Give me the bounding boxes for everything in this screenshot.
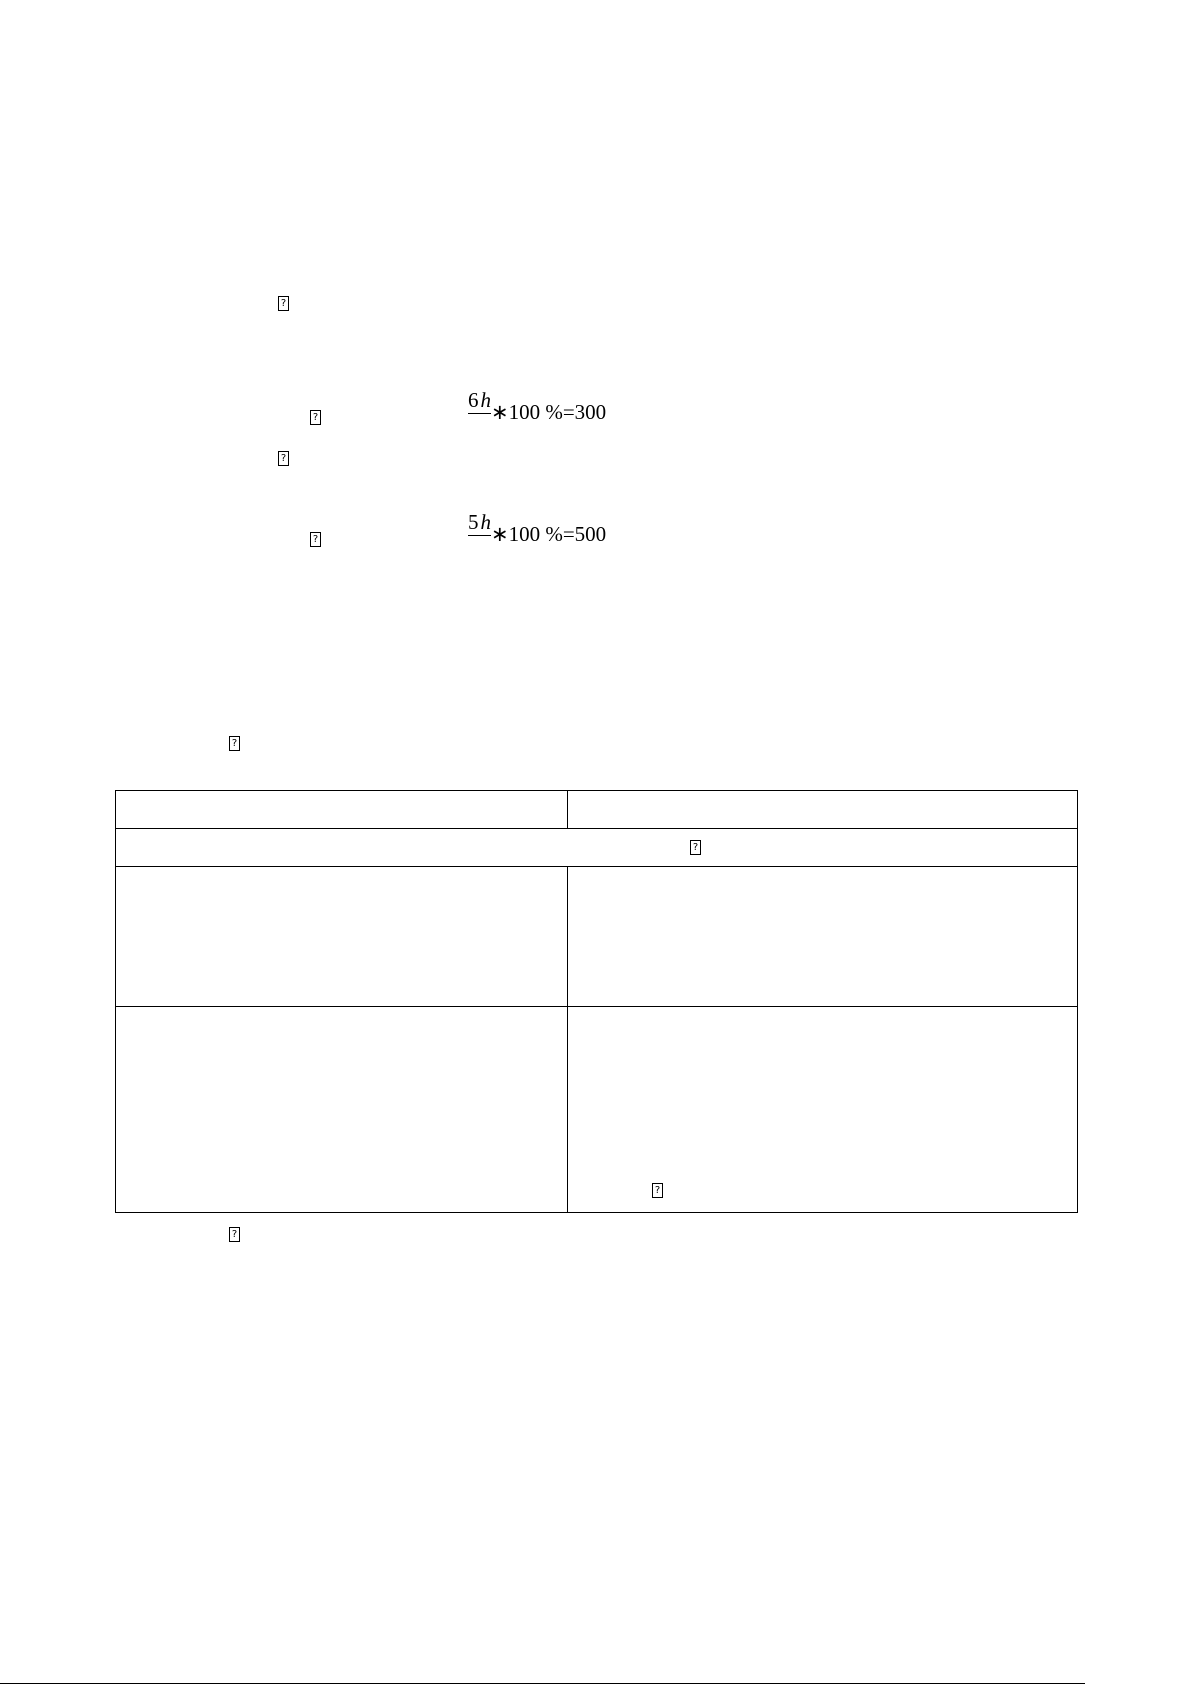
missing-glyph-1: ? <box>278 292 289 311</box>
missing-glyph-2: ? <box>310 406 321 425</box>
missing-glyph-3: ? <box>278 447 289 466</box>
table-cell <box>116 1007 568 1213</box>
table-row <box>116 829 1078 867</box>
formula-1-rest: ∗100 %=300 <box>491 400 607 424</box>
table-cell <box>568 1007 1078 1213</box>
formula-2-rest: ∗100 %=500 <box>491 522 607 546</box>
formula-2 <box>468 510 606 547</box>
missing-glyph-5: ? <box>229 732 240 751</box>
table-cell <box>116 867 568 1007</box>
formula-1 <box>468 388 606 425</box>
table-cell <box>568 867 1078 1007</box>
missing-glyph-4: ? <box>310 528 321 547</box>
table-merged-cell <box>116 829 1078 867</box>
table-cell <box>568 791 1078 829</box>
table-row <box>116 791 1078 829</box>
table-row <box>116 867 1078 1007</box>
missing-glyph-7: ? <box>652 1183 663 1198</box>
table-row <box>116 1007 1078 1213</box>
table-cell <box>116 791 568 829</box>
missing-glyph-8: ? <box>229 1223 240 1242</box>
formula-2-fraction: 5h <box>468 510 491 534</box>
footer-rule <box>0 1683 1085 1684</box>
content-table <box>115 790 1078 1213</box>
formula-1-fraction: 6h <box>468 388 491 412</box>
missing-glyph-6: ? <box>690 840 701 855</box>
